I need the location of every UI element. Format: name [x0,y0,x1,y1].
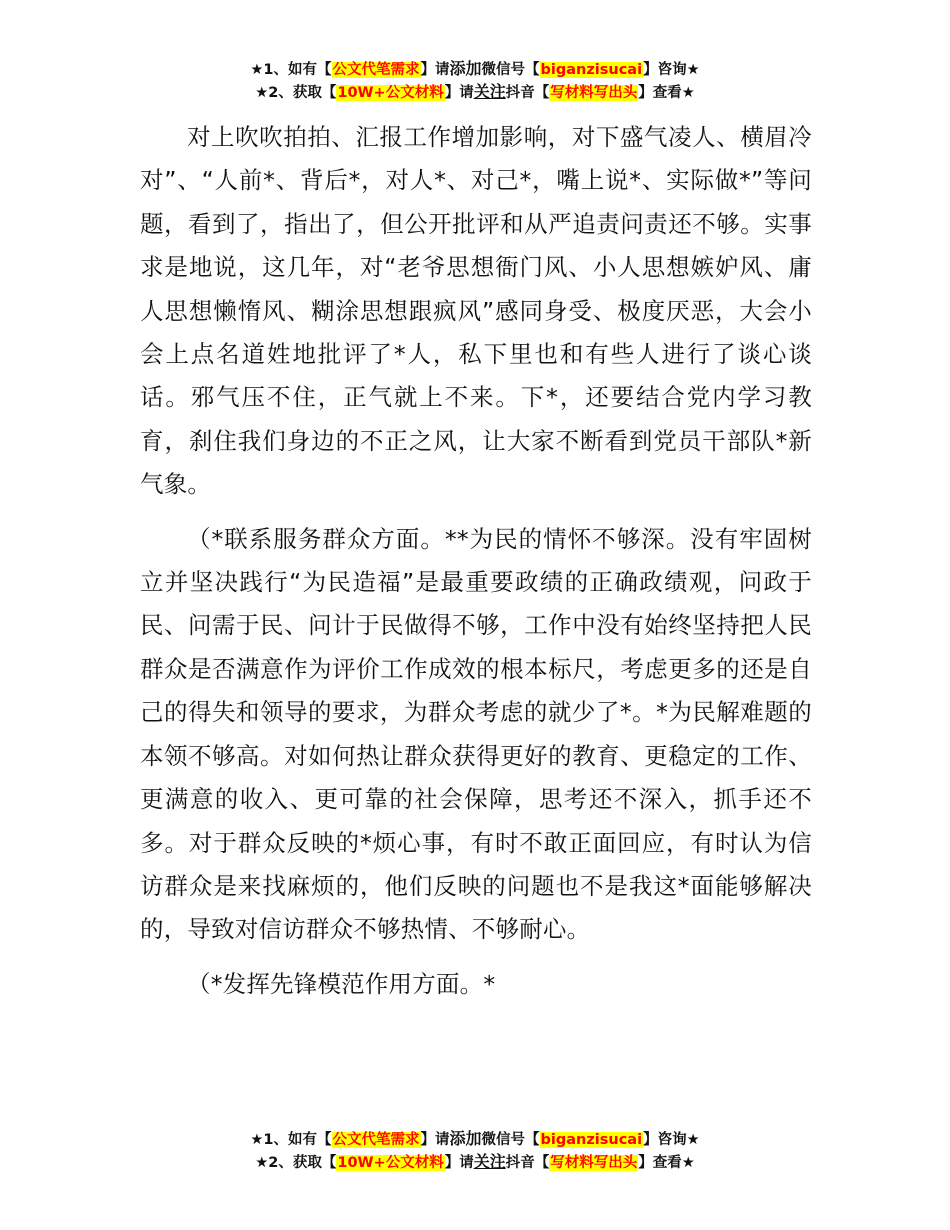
banner-text: 微信号【 [481,1132,540,1148]
highlight-text: 10W+公文材料 [337,1155,444,1171]
banner-line-1 [0,58,950,81]
highlight-text: 10W+公文材料 [337,85,444,101]
banner-text: 抖音【 [505,1155,550,1171]
highlight-text: 公文代笔需求 [332,62,420,78]
banner-text: 关注 [473,82,506,101]
banner-line-2 [0,1151,950,1174]
banner-text: ★1、如有【 [250,62,332,78]
paragraph: （*发挥先锋模范作用方面。* [187,969,496,998]
banner-text: 添加 [449,1129,482,1148]
footer-banner [0,1128,950,1174]
banner-text: 】查看★ [638,1155,695,1171]
paragraph: 对上吹吹拍拍、汇报工作增加影响，对下盛气凌人、横眉冷对”、“人前*、背后*，对人*、对己*，嘴上说*、实际做*”等问题，看到了，指出了，但公开批评和从严追责问责还不够。实事求是地说，这几年，对“老爷思想衙门风、小人思想嫉妒风、庸人思想懒惰风、糊涂思想跟疯风”感同身受、极度厌恶，大会小会上点名道姓地批评了*人，私下里也和有些人进行了谈心谈话。邪气压不住，正气就上不来。下*，还要结合党内学习教育，刹住我们身边的不正之风，让大家不断看到党员干部队*新气象。 [140,123,812,499]
paragraph: （*联系服务群众方面。**为民的情怀不够深。没有牢固树立并坚决践行“为民造福”是最重要政绩的正确政绩观，问政于民、问需于民、问计于民做得不够，工作中没有始终坚持把人民群众是否满意作为评价工作成效的根本标尺，考虑更多的还是自己的得失和领导的要求，为群众考虑的就少了*。*为民解难题的本领不够高。对如何热让群众获得更好的教育、更稳定的工作、更满意的收入、更可靠的社会保障，思考还不深入，抓手还不多。对于群众反映的*烦心事，有时不敢正面回应，有时认为信访群众是来找麻烦的，他们反映的问题也不是我这*面能够解决的，导致对信访群众不够热情、不够耐心。 [140,524,812,944]
banner-text: 关注 [473,1152,506,1171]
wechat-id: biganzisucai [540,62,643,78]
banner-line-2 [0,81,950,104]
highlight-text: 写材料写出头 [550,85,638,101]
banner-text: ★1、如有【 [250,1132,332,1148]
banner-text: 】咨询★ [643,62,700,78]
banner-text: 添加 [449,59,482,78]
banner-line-1 [0,1128,950,1151]
banner-text: 】查看★ [638,85,695,101]
highlight-text: 写材料写出头 [550,1155,638,1171]
banner-text: 微信号【 [481,62,540,78]
banner-text: ★2、获取【 [255,85,337,101]
header-banner [0,58,950,104]
document-body [140,116,812,1017]
banner-text: 】请 [444,1155,474,1171]
banner-text: ★2、获取【 [255,1155,337,1171]
banner-text: 】请 [444,85,474,101]
banner-text: 抖音【 [505,85,550,101]
highlight-text: 公文代笔需求 [332,1132,420,1148]
banner-text: 】请 [420,1132,450,1148]
banner-text: 】咨询★ [643,1132,700,1148]
wechat-id: biganzisucai [540,1132,643,1148]
banner-text: 】请 [420,62,450,78]
